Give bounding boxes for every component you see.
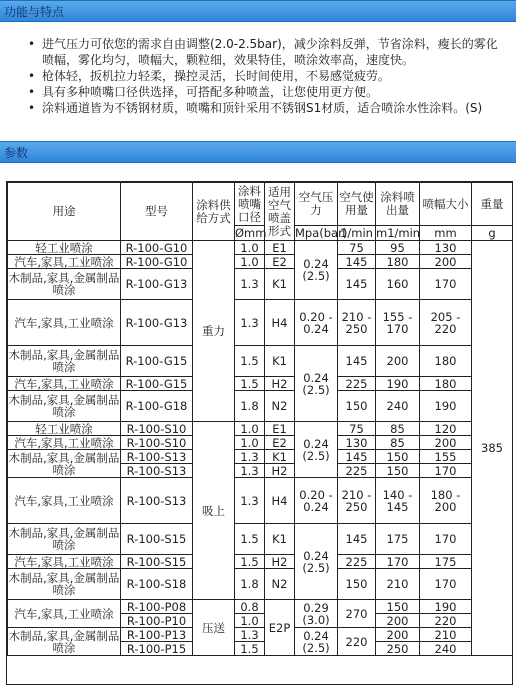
- cell-pattern: 210: [420, 628, 472, 642]
- cell-model: R-100-P15: [121, 642, 193, 656]
- cell-cap: E1: [265, 422, 295, 436]
- cell-cap: K1: [265, 269, 295, 300]
- cell-model: R-100-G13: [121, 269, 193, 300]
- cell-output: 160: [376, 269, 420, 300]
- cell-nozzle: 1.0: [235, 255, 265, 269]
- cell-air: 145: [338, 450, 376, 464]
- cell-cap: H2: [265, 377, 295, 391]
- cell-nozzle: 1.3: [235, 464, 265, 478]
- table-row: [8, 628, 513, 642]
- cell-nozzle: 1.3: [235, 450, 265, 464]
- cell-model: R-100-S10: [121, 422, 193, 436]
- table-row: [8, 450, 513, 464]
- section-header-features: [0, 0, 516, 22]
- cell-nozzle: 1.5: [235, 642, 265, 656]
- cell-air: 225: [338, 555, 376, 569]
- cell-usage: 木制品,家具,金属制品喷涂: [8, 391, 121, 422]
- cell-nozzle: 1.3: [235, 269, 265, 300]
- cell-model: R-100-G15: [121, 346, 193, 377]
- cell-pressure: 0.24 (2.5): [295, 346, 338, 422]
- cell-nozzle: 1.5: [235, 346, 265, 377]
- table-row: [8, 269, 513, 300]
- cell-output: 150: [376, 450, 420, 464]
- table-row: [8, 524, 513, 555]
- unit-nozzle: Ømm: [235, 225, 267, 240]
- cell-model: R-100-G10: [121, 255, 193, 269]
- cell-air: 270: [338, 600, 376, 628]
- cell-output: 170: [376, 555, 420, 569]
- cell-nozzle: 1.3: [235, 478, 265, 524]
- cell-output: 150: [376, 600, 420, 614]
- cell-output: 150: [376, 464, 420, 478]
- cell-pressure: 0.24 (2.5): [295, 241, 338, 300]
- cell-cap: K1: [265, 450, 295, 464]
- cell-output: 200: [376, 346, 420, 377]
- cell-output: 95: [376, 241, 420, 255]
- unit-pattern: mm: [420, 226, 472, 241]
- cell-usage: 汽车,家具,工业喷涂: [8, 255, 121, 269]
- cell-cap: E2P: [265, 600, 295, 656]
- cell-usage: 木制品,家具,金属制品喷涂: [8, 269, 121, 300]
- cell-air: 75: [338, 241, 376, 255]
- cell-pressure: 0.29 (3.0): [295, 600, 338, 628]
- cell-nozzle: 1.0: [235, 436, 265, 450]
- cell-usage: 木制品,家具,金属制品喷涂: [8, 569, 121, 600]
- cell-pattern: 220: [420, 614, 472, 628]
- cell-air: 150: [338, 569, 376, 600]
- cell-pressure: 0.20 - 0.24: [295, 478, 338, 524]
- table-row: [8, 391, 513, 422]
- cell-model: R-100-P13: [121, 628, 193, 642]
- feature-item: • 涂料通道皆为不锈钢材质，喷嘴和顶针采用不锈钢S1材质，适合喷涂水性涂料。(S): [42, 100, 516, 116]
- cell-air: 145: [338, 346, 376, 377]
- section-header-params: [0, 141, 516, 163]
- feature-item: • 枪体轻，扳机拉力轻柔，操控灵活，长时间使用，不易感觉疲劳。: [42, 68, 516, 84]
- cell-pattern: 180: [420, 346, 472, 377]
- header-supply: 涂料供给方式: [193, 183, 235, 241]
- table-row: [8, 241, 513, 255]
- cell-air: 130: [338, 436, 376, 450]
- cell-pattern: 190: [420, 391, 472, 422]
- cell-pattern: 190: [420, 600, 472, 614]
- cell-usage: 轻工业喷涂: [8, 422, 121, 436]
- section-title: 功能与特点: [4, 5, 65, 19]
- cell-air: 210 - 250: [338, 300, 376, 346]
- table-row: [8, 255, 513, 269]
- cell-usage: 木制品,家具,金属制品喷涂: [8, 524, 121, 555]
- cell-model: R-100-S10: [121, 436, 193, 450]
- cell-usage: 木制品,家具,金属制品喷涂: [8, 628, 120, 655]
- cell-model: R-100-S13: [121, 464, 193, 478]
- cell-model: R-100-G13: [121, 300, 193, 346]
- cell-air: 150: [338, 391, 376, 422]
- cell-cap: H2: [265, 555, 295, 569]
- cell-pattern: 200: [420, 436, 472, 450]
- cell-model: R-100-S13: [121, 478, 193, 524]
- header-air-pressure: 空气压力: [295, 183, 338, 226]
- cell-pattern: 200: [420, 255, 472, 269]
- cell-output: 85: [376, 422, 420, 436]
- cell-usage: 木制品,家具,金属制品喷涂: [8, 450, 120, 477]
- cell-weight: 385: [472, 241, 513, 656]
- cell-cap: H2: [265, 464, 295, 478]
- cell-air: 225: [338, 377, 376, 391]
- table-row: [8, 436, 513, 450]
- cell-model: R-100-G15: [121, 377, 193, 391]
- cell-nozzle: 1.3: [235, 300, 265, 346]
- cell-usage: 汽车,家具,工业喷涂: [8, 300, 121, 346]
- cell-model: R-100-P10: [121, 614, 193, 628]
- cell-pattern: 180 - 200: [420, 478, 472, 524]
- cell-model: R-100-S18: [121, 569, 193, 600]
- cell-cap: E1: [265, 241, 295, 255]
- cell-model: R-100-P08: [121, 600, 193, 614]
- cell-cap: E2: [265, 255, 295, 269]
- feature-item: • 具有多种喷嘴口径供选择，可搭配多种喷盖，让您使用更方便。: [42, 84, 516, 100]
- header-weight: 重量: [472, 183, 513, 226]
- cell-nozzle: 1.0: [235, 241, 265, 255]
- cell-cap: N2: [265, 569, 295, 600]
- cell-pressure: 0.24 (2.5): [295, 628, 338, 656]
- cell-air: 225: [338, 464, 376, 478]
- cell-model: R-100-S13: [121, 450, 193, 464]
- cell-pattern: 130: [420, 241, 472, 255]
- unit-air-consumption: 1/min: [338, 226, 376, 241]
- cell-output: 180: [376, 255, 420, 269]
- cell-output: 140 - 145: [376, 478, 420, 524]
- cell-pattern: 155: [420, 450, 472, 464]
- feature-item: • 进气压力可依您的需求自由调整(2.0-2.5bar)，减少涂料反弹，节省涂料，瘦长的雾化喷幅，雾化均匀，喷幅大，颗粒细，效果特佳，喷涂效率高，速度快。: [42, 36, 516, 68]
- cell-nozzle: 0.8: [235, 600, 265, 614]
- cell-cap: K1: [265, 524, 295, 555]
- cell-air: 145: [338, 255, 376, 269]
- cell-nozzle: 1.3: [235, 628, 265, 642]
- cell-usage: 轻工业喷涂: [8, 241, 121, 255]
- cell-air: 220: [338, 628, 376, 656]
- cell-usage: 木制品,家具,金属制品喷涂: [8, 346, 121, 377]
- cell-nozzle: 1.8: [235, 391, 265, 422]
- feature-list: [0, 36, 516, 116]
- cell-output: 175: [376, 524, 420, 555]
- cell-air: 145: [338, 524, 376, 555]
- cell-air: 75: [338, 422, 376, 436]
- header-model: 型号: [121, 183, 193, 241]
- cell-model: R-100-S15: [121, 524, 193, 555]
- table-row: [8, 300, 513, 346]
- cell-pressure: 0.24 (2.5): [295, 524, 338, 600]
- cell-cap: H4: [265, 300, 295, 346]
- cell-output: 200: [376, 628, 420, 642]
- cell-supply: 重力: [193, 241, 235, 422]
- cell-pattern: 205 - 220: [420, 300, 472, 346]
- cell-air: 210 - 250: [338, 478, 376, 524]
- cell-nozzle: 1.5: [235, 377, 265, 391]
- spec-table: [7, 182, 513, 656]
- cell-pattern: 180: [420, 377, 472, 391]
- cell-cap: K1: [265, 346, 295, 377]
- cell-supply: 吸上: [193, 422, 235, 600]
- cell-pressure: 0.20 - 0.24: [295, 300, 338, 346]
- cell-pressure: 0.24 (2.5): [295, 422, 338, 478]
- cell-nozzle: 1.0: [235, 422, 265, 436]
- cell-output: 200: [376, 614, 420, 628]
- unit-weight: g: [472, 226, 513, 241]
- cell-usage: 汽车,家具,工业喷涂: [8, 555, 121, 569]
- header-output: 涂料喷出量: [376, 183, 420, 226]
- unit-output: m1/min: [376, 225, 421, 240]
- cell-model: R-100-G18: [121, 391, 193, 422]
- cell-nozzle: 1.8: [235, 569, 265, 600]
- cell-nozzle: 1.5: [235, 555, 265, 569]
- cell-usage: 汽车,家具,工业喷涂: [8, 377, 121, 391]
- cell-pattern: 240: [420, 642, 472, 656]
- section-title: 参数: [4, 146, 29, 160]
- cell-cap: N2: [265, 391, 295, 422]
- table-row: [8, 346, 513, 377]
- cell-usage: 汽车,家具,工业喷涂: [8, 600, 121, 628]
- table-row: [8, 377, 513, 391]
- table-row: [8, 422, 513, 436]
- table-row: [8, 478, 513, 524]
- cell-output: 190: [376, 377, 420, 391]
- cell-output: 240: [376, 391, 420, 422]
- cell-nozzle: 1.5: [235, 524, 265, 555]
- cell-pattern: 175: [420, 555, 472, 569]
- table-row: [8, 555, 513, 569]
- cell-cap: E2: [265, 436, 295, 450]
- cell-output: 210: [376, 569, 420, 600]
- cell-air: 145: [338, 269, 376, 300]
- cell-pattern: 170: [420, 524, 472, 555]
- table-row: [8, 600, 513, 614]
- cell-supply: 压送: [193, 600, 235, 656]
- cell-output: 155 - 170: [376, 300, 420, 346]
- cell-cap: H4: [265, 478, 295, 524]
- cell-model: R-100-G10: [121, 241, 193, 255]
- cell-output: 85: [376, 436, 420, 450]
- header-nozzle: 涂料喷嘴口径: [235, 183, 265, 226]
- spec-table-container: [6, 181, 513, 685]
- table-row: [8, 569, 513, 600]
- cell-output: 250: [376, 642, 420, 656]
- cell-pattern: 120: [420, 422, 472, 436]
- cell-usage: 汽车,家具,工业喷涂: [8, 478, 121, 524]
- cell-model: R-100-S15: [121, 555, 193, 569]
- header-pattern: 喷幅大小: [420, 183, 472, 226]
- cell-nozzle: 1.0: [235, 614, 265, 628]
- cell-pattern: 170: [420, 464, 472, 478]
- header-usage: 用途: [8, 183, 121, 241]
- cell-pattern: 170: [420, 569, 472, 600]
- header-cap: 适用空气喷盖形式: [265, 183, 295, 241]
- table-header-row: [8, 183, 513, 226]
- header-air-consumption: 空气使用量: [338, 183, 376, 226]
- cell-pattern: 170: [420, 269, 472, 300]
- unit-air-pressure: Mpa(bar): [295, 225, 348, 240]
- cell-usage: 汽车,家具,工业喷涂: [8, 436, 121, 450]
